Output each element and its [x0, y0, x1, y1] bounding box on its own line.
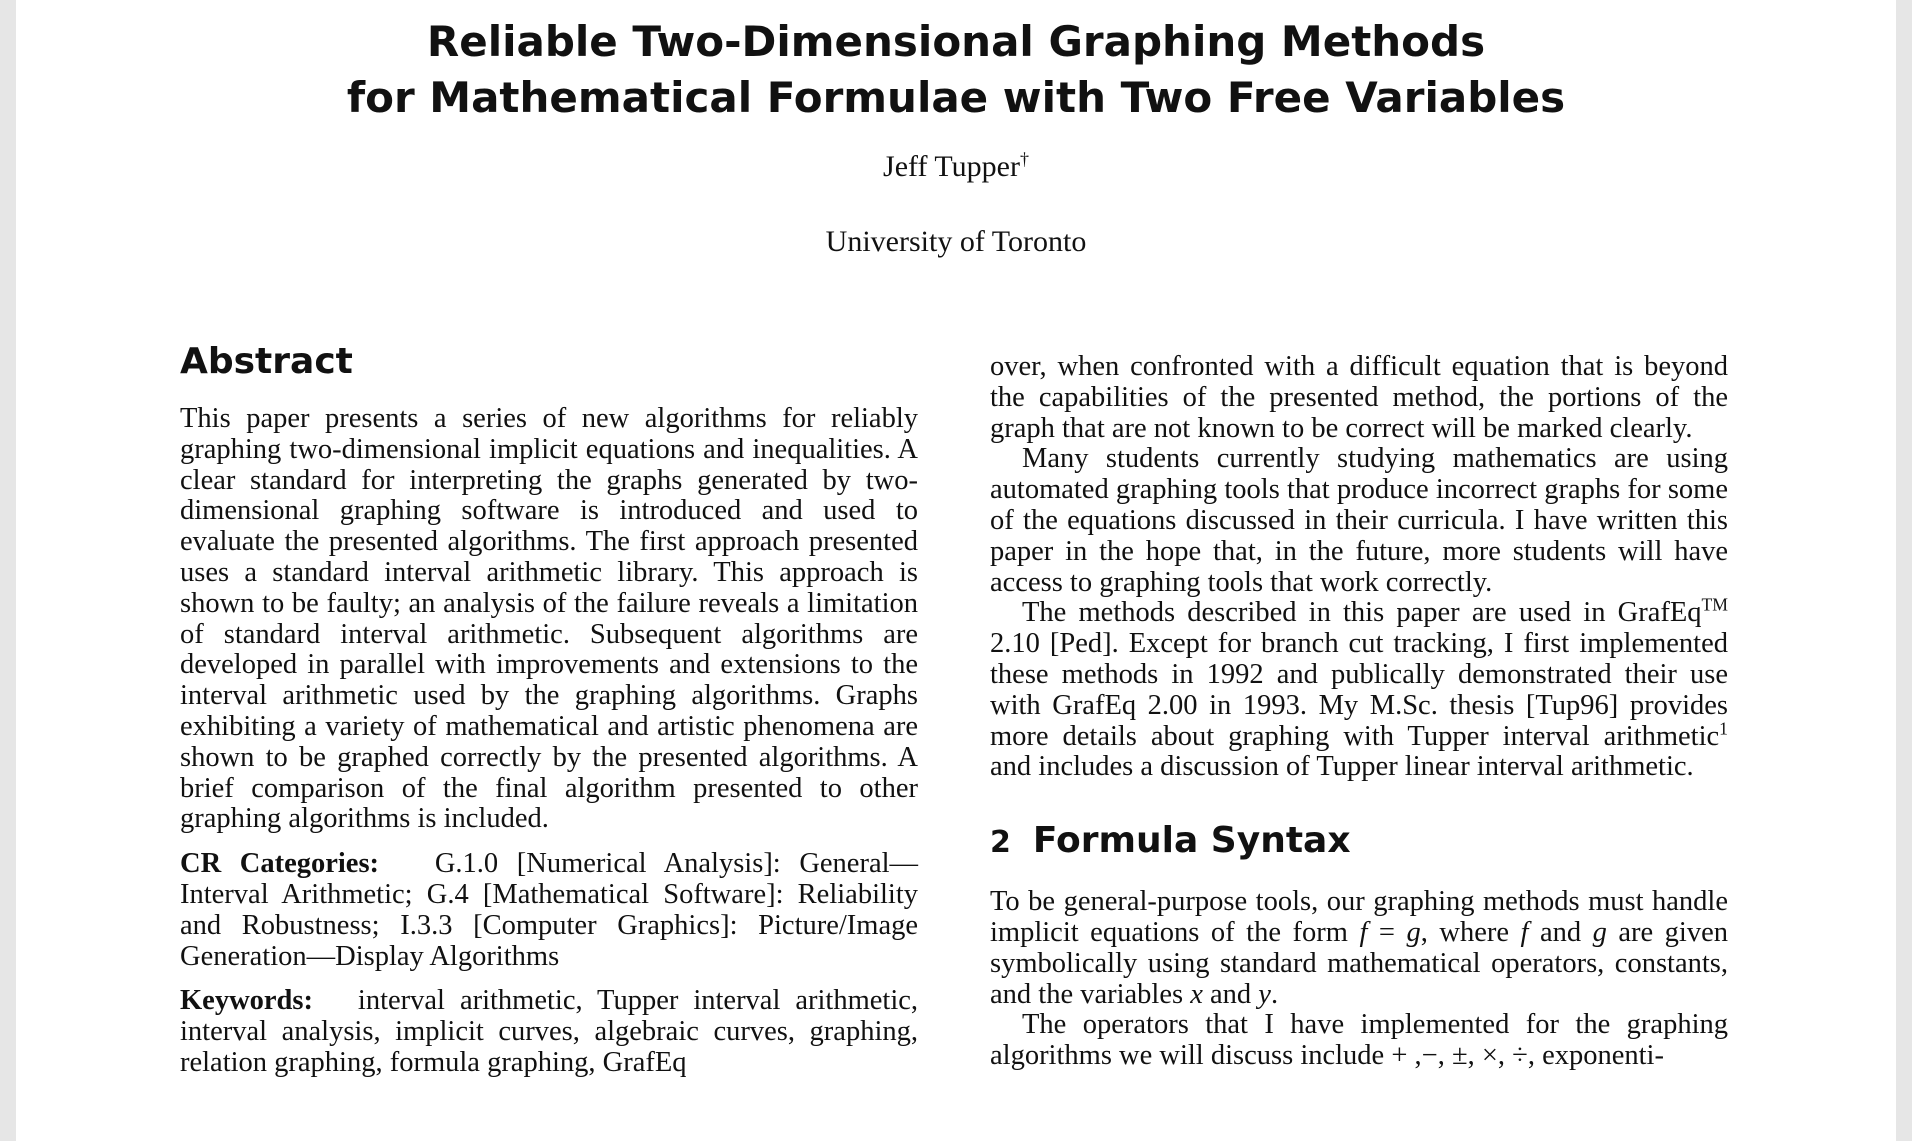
text-run: To be general-purpose tools, our graphing methods must handle implicit equations of the form [990, 886, 1728, 948]
keywords-text: interval arithmetic, Tupper interval arithmetic, interval analysis, implicit curves, algebraic curves, graphing, relation graphing, formula graphing, GrafEq [180, 985, 919, 1078]
math-var: f [1520, 916, 1529, 948]
math-var: y [1258, 978, 1271, 1010]
title-line-2: for Mathematical Formulae with Two Free Variables [346, 73, 1566, 122]
footnote-mark: 1 [1719, 718, 1728, 739]
text-run: The methods described in this paper are used in GrafEq [1022, 597, 1702, 629]
section-heading [990, 819, 1728, 865]
text-run: , where [1420, 916, 1521, 948]
intro-paragraph-students: Many students currently studying mathematics are using automated graphing tools that produce incorrect graphs for some of the equations discussed in their curricula. I have written this paper in the hope that, in the future, more students will have access to graphing tools that work correctly. [990, 443, 1728, 598]
keywords [180, 986, 918, 1078]
text-run: = [1367, 916, 1407, 948]
text-run: . [1270, 978, 1279, 1010]
right-column [990, 352, 1728, 1072]
text-run: and includes a discussion of Tupper linear interval arithmetic. [990, 751, 1694, 783]
keywords-label: Keywords: [180, 985, 313, 1017]
cr-categories [180, 849, 918, 972]
text-run: and [1202, 978, 1259, 1010]
text-run: are given symbolically using standard mathematical operators, constants, and the variables [990, 916, 1728, 1010]
author-name: Jeff Tupper [883, 150, 1020, 183]
abstract-heading: Abstract [180, 341, 353, 382]
section-title: Formula Syntax [1032, 820, 1351, 862]
text-run: and [1528, 916, 1593, 948]
math-var: x [1190, 978, 1203, 1010]
section-number: 2 [990, 825, 1011, 861]
syntax-paragraph [990, 887, 1728, 1010]
math-var: g [1406, 916, 1421, 948]
math-var: f [1359, 916, 1368, 948]
intro-paragraph-continued: over, when confronted with a difficult equation that is beyond the capabilities of the presented method, the portions of the graph that are not known to be correct will be marked clearly. [990, 351, 1728, 444]
affiliation: University of Toronto [825, 225, 1087, 258]
text-run: 2.10 [Ped]. Except for branch cut tracking, I first implemented these methods in 1992 and publically demonstrated their use with GrafEq 2.00 in 1993. My M.Sc. thesis [Tup96] provides more details about graphing with Tupper interval arithmetic [990, 628, 1728, 752]
title-line-1: Reliable Two-Dimensional Graphing Methods [426, 17, 1486, 66]
intro-paragraph-grafeq [990, 594, 1728, 783]
cr-categories-label: CR Categories: [180, 848, 380, 880]
author [16, 150, 1896, 184]
abstract-body: This paper presents a series of new algorithms for reliably graphing two-dimensional implicit equations and inequalities. A clear standard for interpreting the graphs generated by two-dimensional graphing software is introduced and used to evaluate the presented algorithms. The first approach presented uses a standard interval arithmetic library. This approach is shown to be faulty; an analysis of the failure reveals a limitation of standard interval arithmetic. Subsequent algorithms are developed in parallel with improvements and extensions to the interval arithmetic used by the graphing algorithms. Graphs exhibiting a variety of mathematical and artistic phenomena are shown to be graphed correctly by the presented algorithms. A brief comparison of the final algorithm presented to other graphing algorithms is included. [180, 403, 918, 835]
trademark-mark: TM [1701, 594, 1728, 615]
math-var: g [1592, 916, 1607, 948]
paper-title [16, 14, 1896, 126]
operators-paragraph: The operators that I have implemented for the graphing algorithms we will discuss include + ,−, ±, ×, ÷, exponenti- [990, 1009, 1728, 1072]
author-footnote-mark: † [1019, 149, 1029, 169]
cr-categories-text: G.1.0 [Numerical Analysis]: General—Interval Arithmetic; G.4 [Mathematical Software]: Reliability and Robustness; I.3.3 [Computer Graphics]: Picture/Image Generation—Display Algorithms [180, 848, 919, 972]
paper-page [16, 0, 1896, 1141]
left-column [180, 340, 918, 1079]
